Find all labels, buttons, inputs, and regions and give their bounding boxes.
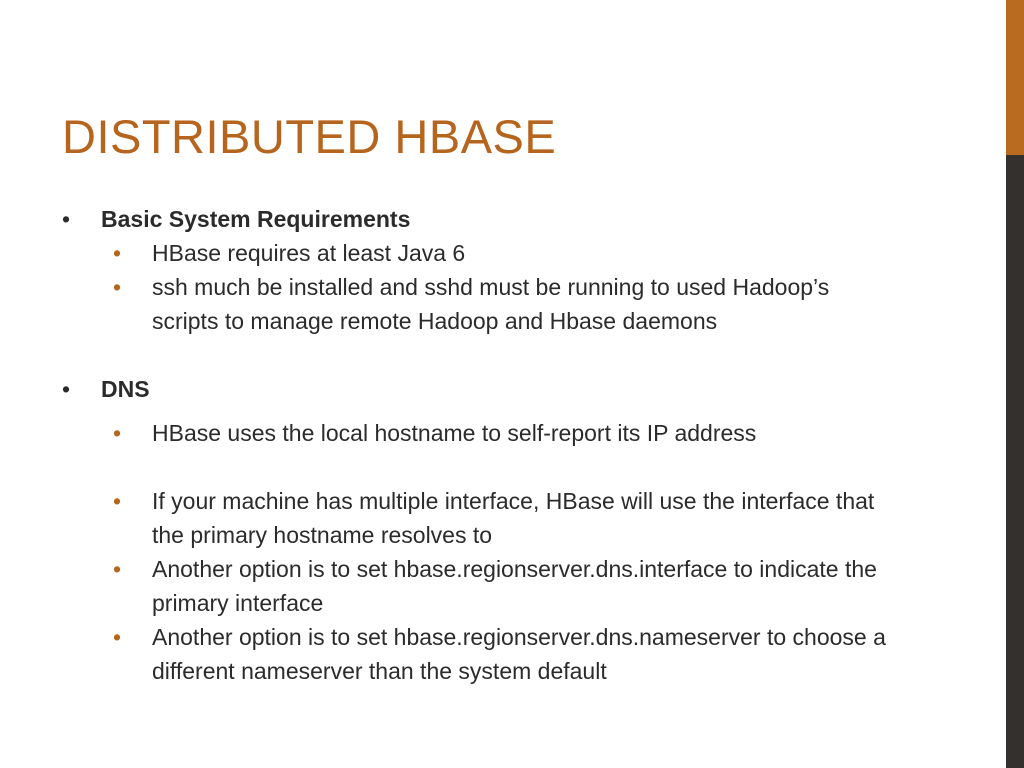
bullet-icon: • bbox=[113, 556, 122, 582]
slide-title: DISTRIBUTED HBASE bbox=[62, 110, 557, 163]
list-item bbox=[113, 484, 903, 552]
list-item bbox=[113, 620, 903, 688]
side-dark-bar bbox=[1006, 155, 1024, 768]
list-item-text: ssh much be installed and sshd must be running to used Hadoop’s scripts to manage remote Hadoop and Hbase daemons bbox=[152, 274, 830, 334]
list-item bbox=[113, 270, 873, 338]
bullet-icon: • bbox=[62, 206, 71, 232]
bullet-icon: • bbox=[113, 488, 122, 514]
list-item bbox=[113, 416, 813, 450]
list-item-text: If your machine has multiple interface, HBase will use the interface that the primary hostname resolves to bbox=[152, 488, 875, 548]
section-heading-label: DNS bbox=[101, 376, 150, 402]
bullet-icon: • bbox=[113, 624, 122, 650]
list-item bbox=[113, 236, 903, 270]
list-item-text: Another option is to set hbase.regionserver.dns.interface to indicate the primary interface bbox=[152, 556, 877, 616]
list-item-text: HBase requires at least Java 6 bbox=[152, 240, 466, 266]
bullet-icon: • bbox=[113, 420, 122, 446]
list-item-text: Another option is to set hbase.regionserver.dns.nameserver to choose a different nameserver than the system default bbox=[152, 624, 886, 684]
section-heading-label: Basic System Requirements bbox=[101, 206, 411, 232]
bullet-icon: • bbox=[113, 274, 122, 300]
bullet-icon: • bbox=[113, 240, 122, 266]
bullet-icon: • bbox=[62, 376, 71, 402]
list-item bbox=[113, 552, 908, 620]
side-accent-bar bbox=[1006, 0, 1024, 155]
list-item-text: HBase uses the local hostname to self-report its IP address bbox=[152, 420, 757, 446]
